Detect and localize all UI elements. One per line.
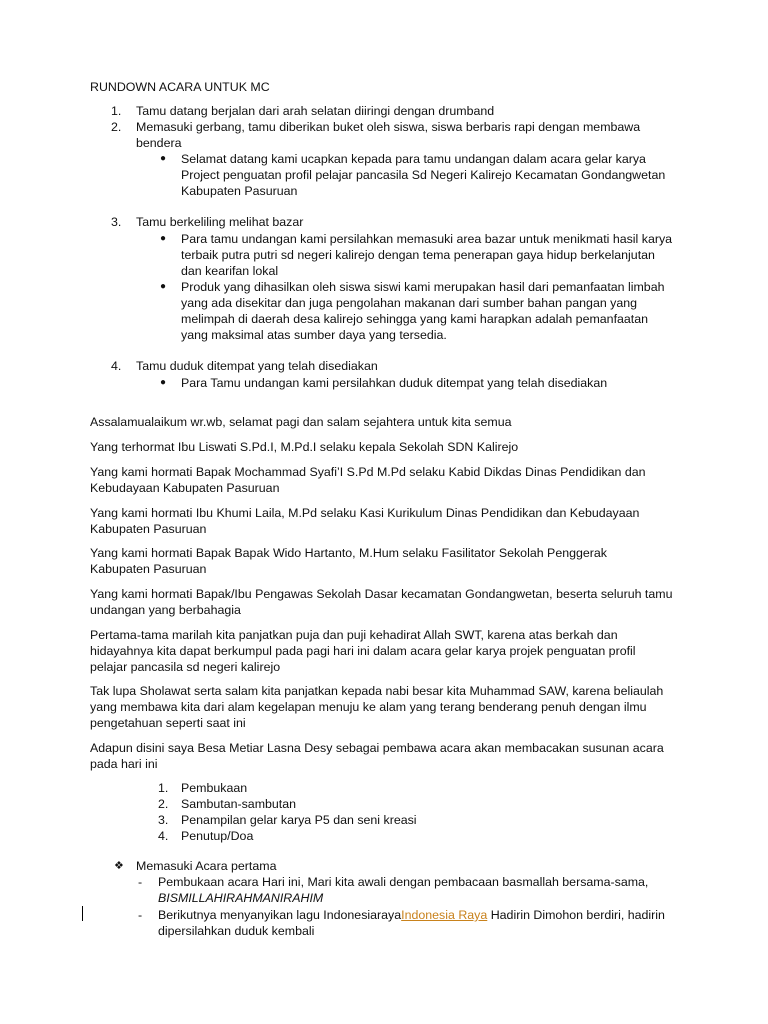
agenda-item: Penutup/Doa: [181, 829, 254, 843]
section-item-text: Pembukaan acara Hari ini, Mari kita awali dengan pembacaan basmallah bersama-sama,: [158, 875, 649, 889]
document-title: RUNDOWN ACARA UNTUK MC: [90, 80, 270, 94]
bullet-text: Produk yang dihasilkan oleh siswa siswi kami merupakan hasil dari pemanfaatan limbah: [181, 280, 665, 294]
agenda-number: 1.: [158, 781, 169, 795]
dash-bullet-icon: -: [138, 875, 143, 889]
dash-bullet-icon: -: [138, 908, 143, 922]
agenda-item: Pembukaan: [181, 781, 248, 795]
section-item-text: dipersilahkan duduk kembali: [158, 924, 315, 938]
sholawat-paragraph: Tak lupa Sholawat serta salam kita panjatkan kepada nabi besar kita Muhammad SAW, karena beliaulah: [90, 684, 664, 698]
bullet-icon: ●: [160, 233, 167, 244]
opening-paragraph: Pertama-tama marilah kita panjatkan puja dan puji kehadirat Allah SWT, karena atas berkah dan: [90, 628, 618, 642]
section-item-line: [158, 907, 665, 923]
opening-paragraph-continued: pelajar pancasila sd negeri kalirejo: [90, 660, 281, 674]
bullet-text: Selamat datang kami ucapkan kepada para tamu undangan dalam acara gelar karya: [181, 152, 646, 166]
opening-paragraph-continued: hidayahnya kita dapat berkumpul pada pagi hari ini dalam acara gelar karya projek penguatan profil: [90, 644, 636, 658]
salutation-paragraph-continued: undangan yang berbahagia: [90, 603, 241, 617]
bullet-text: Project penguatan profil pelajar pancasila Sd Negeri Kalirejo Kecamatan Gondangwetan: [181, 168, 666, 182]
section-heading: Memasuki Acara pertama: [136, 859, 277, 873]
salutation-paragraph: Yang kami hormati Bapak/Ibu Pengawas Sekolah Dasar kecamatan Gondangwetan, beserta seluruh tamu: [90, 587, 673, 601]
greeting-paragraph: Assalamualaikum wr.wb, selamat pagi dan salam sejahtera untuk kita semua: [90, 415, 512, 429]
step-number: 1.: [111, 104, 122, 118]
agenda-number: 2.: [158, 797, 169, 811]
bullet-text: dan kearifan lokal: [181, 264, 279, 278]
step-text-continued: bendera: [136, 136, 182, 150]
salutation-paragraph-continued: Kabupaten Pasuruan: [90, 562, 207, 576]
salutation-paragraph-continued: Kabupaten Pasuruan: [90, 522, 207, 536]
bullet-text: yang ada disekitar dan juga pengolahan makanan dari sumber bahan pangan yang: [181, 296, 638, 310]
section-item-text: Berikutnya menyanyikan lagu Indonesiaraya: [158, 908, 402, 922]
intro-paragraph: Adapun disini saya Besa Metiar Lasna Desy sebagai pembawa acara akan membacakan susunan acara: [90, 741, 664, 755]
bullet-text: Para Tamu undangan kami persilahkan duduk ditempat yang telah disediakan: [181, 376, 608, 390]
bullet-text: terbaik putra putri sd negeri kalirejo dengan tema penerapan gaya hidup berkelanjutan: [181, 248, 655, 262]
step-text: Tamu datang berjalan dari arah selatan diiringi dengan drumband: [136, 104, 495, 118]
section-item-text: Hadirin Dimohon berdiri, hadirin: [487, 908, 665, 922]
step-number: 3.: [111, 215, 122, 229]
salutation-paragraph: Yang terhormat Ibu Liswati S.Pd.I, M.Pd.I selaku kepala Sekolah SDN Kalirejo: [90, 440, 519, 454]
bullet-icon: ●: [160, 153, 167, 164]
bullet-text: Para tamu undangan kami persilahkan memasuki area bazar untuk menikmati hasil karya: [181, 232, 673, 246]
step-text: Tamu berkeliling melihat bazar: [136, 215, 304, 229]
agenda-item: Sambutan-sambutan: [181, 797, 297, 811]
text-cursor: [82, 906, 83, 921]
bullet-text: melimpah di daerah desa kalirejo sehingga yang kami harapkan adalah pemanfaatan: [181, 312, 649, 326]
bullet-icon: ●: [160, 281, 167, 292]
agenda-number: 4.: [158, 829, 169, 843]
bullet-text: Kabupaten Pasuruan: [181, 184, 298, 198]
salutation-paragraph: Yang kami hormati Ibu Khumi Laila, M.Pd selaku Kasi Kurikulum Dinas Pendidikan dan Kebudayaan: [90, 506, 640, 520]
salutation-paragraph: Yang kami hormati Bapak Bapak Wido Hartanto, M.Hum selaku Fasilitator Sekolah Penggerak: [90, 546, 607, 560]
sholawat-paragraph-continued: pengetahuan seperti saat ini: [90, 716, 246, 730]
bullet-text: yang maksimal atas sumber daya yang tersedia.: [181, 328, 447, 342]
salutation-paragraph: Yang kami hormati Bapak Mochammad Syafi’I S.Pd M.Pd selaku Kabid Dikdas Dinas Pendidikan dan: [90, 465, 646, 479]
step-text: Tamu duduk ditempat yang telah disediakan: [136, 359, 378, 373]
step-text: Memasuki gerbang, tamu diberikan buket oleh siswa, siswa berbaris rapi dengan membawa: [136, 120, 641, 134]
salutation-paragraph-continued: Kebudayaan Kabupaten Pasuruan: [90, 481, 280, 495]
agenda-item: Penampilan gelar karya P5 dan seni kreasi: [181, 813, 417, 827]
indonesia-raya-link[interactable]: Indonesia Raya: [401, 908, 488, 922]
bullet-icon: ●: [160, 377, 167, 388]
sholawat-paragraph-continued: yang membawa kita dari alam kegelapan menuju ke alam yang terang benderang penuh dengan ilmu: [90, 700, 647, 714]
diamond-bullet-icon: ❖: [114, 860, 124, 872]
intro-paragraph-continued: pada hari ini: [90, 757, 158, 771]
agenda-number: 3.: [158, 813, 169, 827]
step-number: 4.: [111, 359, 122, 373]
basmallah-text: BISMILLAHIRAHMANIRAHIM: [158, 891, 324, 905]
step-number: 2.: [111, 120, 122, 134]
